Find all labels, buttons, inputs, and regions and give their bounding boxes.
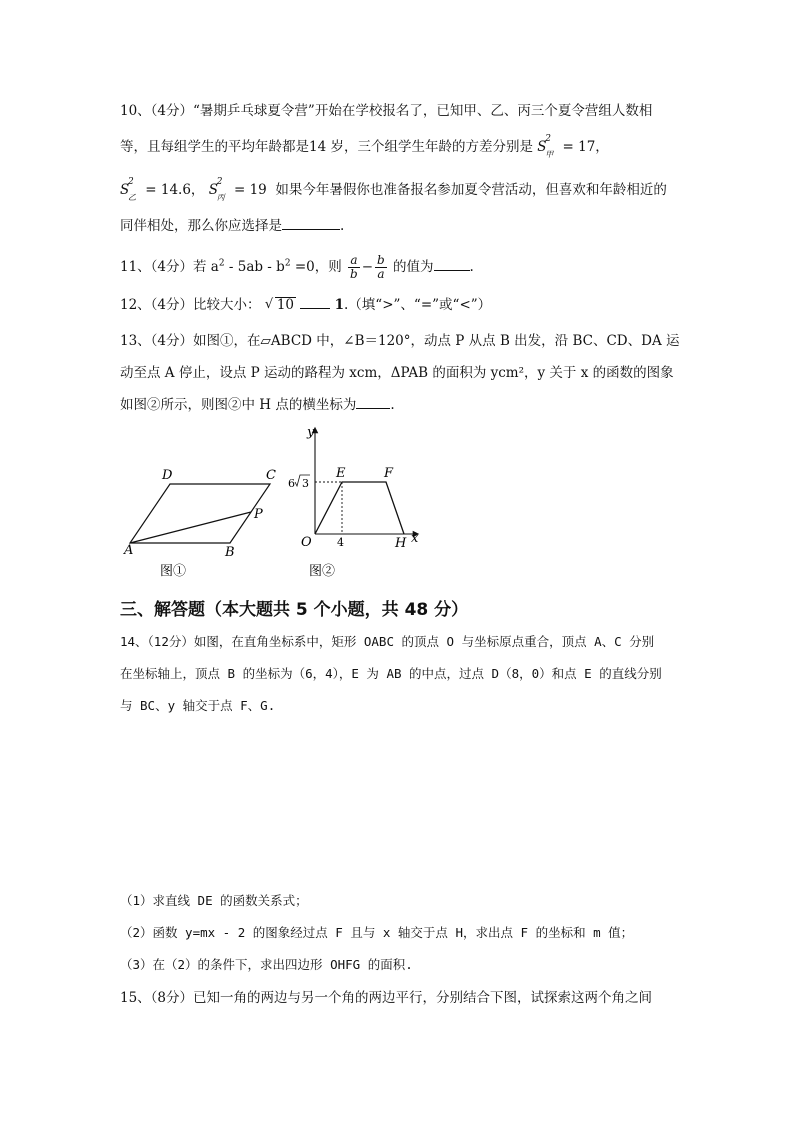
tick-y-rad: 3 (302, 477, 309, 490)
label-e: E (336, 466, 346, 481)
q13-line3-text: 如图②所示，则图②中 H 点的横坐标为 (120, 397, 357, 413)
q11-answer-blank[interactable] (434, 258, 470, 271)
label-b: B (225, 545, 235, 560)
q12-suffix: .（填“>”、“=”或“<”） (344, 297, 492, 313)
figure-1-parallelogram (115, 458, 285, 580)
fraction-b-over-a: $\frac{b}{a}$ (377, 253, 385, 281)
q12-line (120, 296, 491, 314)
tick-x-4: 4 (337, 536, 344, 549)
q10-line3-text: 如果今年暑假你也准备报名参加夏令营活动，但喜欢和年龄相近的 (275, 182, 667, 198)
q11-line: 11、（4分）若 $a^2 - 5ab - b^2 =0$，则 $\frac{a}{b}$ − $\frac{b}{a}$ 的值为 . (120, 253, 474, 281)
figure-1-caption: 图① (160, 564, 187, 579)
q11-mid2: =0，则 (290, 259, 342, 275)
function-trapezoid (315, 482, 404, 534)
q15-line1: 15、（8分）已知一角的两边与另一个角的两边平行，分别结合下图，试探索这两个角之间 (120, 990, 653, 1006)
q11-suffix: 的值为 (393, 259, 434, 275)
label-h: H (395, 536, 407, 551)
label-x: x (411, 531, 419, 546)
q11-prefix: 11、（4分）若 a (120, 259, 219, 275)
label-d: D (162, 468, 173, 483)
q14-sub1: （1）求直线 DE 的函数关系式； (120, 893, 308, 908)
q10-line3 (120, 177, 667, 202)
variance-jia: S 2 甲 (537, 134, 554, 159)
q10-line1: 10、（4分）“暑期乒乓球夏令营”开始在学校报名了，已知甲、乙、丙三个夏令营组人数相 (120, 103, 653, 119)
variance-jia-value: = 17， (562, 139, 609, 155)
q11-minus: − (361, 259, 374, 275)
q12-answer-blank[interactable] (300, 296, 330, 309)
parallelogram-abcd (130, 484, 270, 543)
q10-line4 (120, 217, 344, 235)
q12-one: 1 (334, 297, 345, 313)
q14-line1: 14、（12分）如图，在直角坐标系中，矩形 OABC 的顶点 O 与坐标原点重合，顶点 A、C 分别 (120, 634, 655, 649)
q11-mid1: - 5ab - b (224, 259, 285, 275)
label-f: F (384, 466, 394, 481)
fraction-a-over-b: $\frac{a}{b}$ (350, 253, 358, 281)
q14-line3: 与 BC、y 轴交于点 F、G. (120, 698, 276, 713)
figure-2-caption: 图② (309, 564, 336, 579)
sqrt-10: √ 10 (264, 297, 295, 313)
label-o: O (301, 535, 312, 550)
q13-end: . (390, 397, 395, 413)
label-y: y (307, 425, 315, 440)
q14-sub2: （2）函数 y=mx - 2 的图象经过点 F 且与 x 轴交于点 H，求出点 F 的坐标和 m 值； (120, 925, 634, 940)
q10-line2-text: 等，且每组学生的平均年龄都是14 岁，三个组学生年龄的方差分别是 (120, 139, 533, 155)
q10-line2 (120, 134, 609, 159)
q10-end: . (340, 218, 345, 234)
q13-line1: 13、（4分）如图①，在▱ABCD 中，∠B＝120°，动点 P 从点 B 出发，沿 BC、CD、DA 运 (120, 333, 680, 349)
label-c: C (266, 468, 276, 483)
q13-answer-blank[interactable] (356, 396, 390, 409)
tick-y-coef: 6 (288, 477, 295, 490)
q13-line3 (120, 396, 395, 414)
q14-line2: 在坐标轴上，顶点 B 的坐标为（6，4），E 为 AB 的中点，过点 D（8，0）和点 E 的直线分别 (120, 666, 662, 681)
label-a: A (124, 543, 134, 558)
label-p: P (254, 507, 263, 522)
figure-2-graph (283, 424, 428, 580)
q14-sub3: （3）在（2）的条件下，求出四边形 OHFG 的面积. (120, 957, 413, 972)
variance-yi-value: = 14.6， (145, 182, 205, 198)
variance-bing-value: = 19 (233, 182, 267, 198)
q11-end: . (469, 259, 474, 275)
section-3-title: 三、解答题（本大题共 5 个小题，共 48 分） (120, 600, 469, 620)
variance-bing: S 2 丙 (208, 177, 225, 202)
q13-line2: 动至点 A 停止，设点 P 运动的路程为 xcm，ΔPAB 的面积为 ycm²，y 关于 x 的函数的图象 (120, 365, 674, 381)
variance-yi: S 2 乙 (120, 177, 136, 202)
q12-prefix: 12、（4分）比较大小： (120, 297, 261, 313)
q10-line4-text: 同伴相处，那么你应选择是 (120, 218, 282, 234)
q10-answer-blank[interactable] (282, 217, 340, 230)
